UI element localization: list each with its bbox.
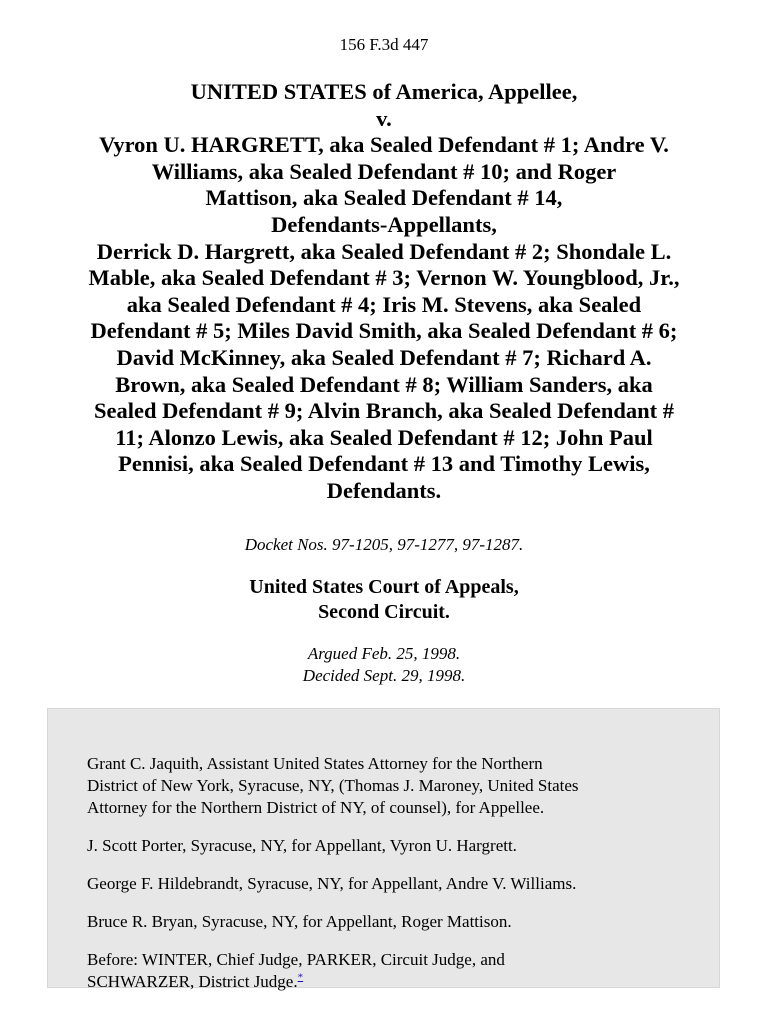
caption-line: 11; Alonzo Lewis, aka Sealed Defendant # 12; John Paul: [115, 424, 653, 450]
argued-date: Argued Feb. 25, 1998.: [307, 644, 461, 663]
caption-line: Brown, aka Sealed Defendant # 8; William Sanders, aka: [115, 371, 653, 397]
counsel-hargrett: J. Scott Porter, Syracuse, NY, for Appellant, Vyron U. Hargrett.: [87, 836, 517, 855]
caption-line: Defendant # 5; Miles David Smith, aka Sealed Defendant # 6;: [90, 318, 678, 344]
caption-line: Mable, aka Sealed Defendant # 3; Vernon W. Youngblood, Jr.,: [88, 265, 680, 291]
counsel-panel: [47, 708, 720, 991]
judges-line: Before: WINTER, Chief Judge, PARKER, Circuit Judge, and: [87, 950, 505, 969]
caption-line: aka Sealed Defendant # 4; Iris M. Stevens, aka Sealed: [126, 291, 642, 317]
caption-line: Pennisi, aka Sealed Defendant # 13 and Timothy Lewis,: [118, 451, 650, 477]
counsel-line: Grant C. Jaquith, Assistant United States Attorney for the Northern: [87, 754, 543, 773]
court-name-line: United States Court of Appeals,: [249, 576, 519, 598]
counsel-williams: George F. Hildebrandt, Syracuse, NY, for Appellant, Andre V. Williams.: [87, 874, 577, 893]
counsel-mattison: Bruce R. Bryan, Syracuse, NY, for Appellant, Roger Mattison.: [87, 912, 512, 931]
caption-line: Williams, aka Sealed Defendant # 10; and Roger: [151, 158, 617, 184]
footnote-link[interactable]: *: [297, 971, 304, 984]
caption-line: Defendants.: [326, 477, 442, 503]
case-caption: [40, 79, 728, 505]
caption-line: UNITED STATES of America, Appellee,: [190, 79, 578, 104]
judges-line-text: SCHWARZER, District Judge.: [87, 972, 298, 991]
caption-line: David McKinney, aka Sealed Defendant # 7; Richard A.: [116, 344, 652, 370]
court-circuit-line: Second Circuit.: [318, 601, 450, 623]
docket-numbers: Docket Nos. 97-1205, 97-1277, 97-1287.: [244, 535, 524, 554]
counsel-line: District of New York, Syracuse, NY, (Thomas J. Maroney, United States: [87, 776, 579, 795]
case-citation: 156 F.3d 447: [339, 35, 429, 54]
judges-line: [87, 971, 707, 993]
caption-line: Derrick D. Hargrett, aka Sealed Defendant # 2; Shondale L.: [96, 238, 672, 264]
case-dates: [0, 643, 768, 687]
counsel-line: Attorney for the Northern District of NY, of counsel), for Appellee.: [87, 798, 545, 817]
counsel-list: [87, 737, 707, 1009]
caption-line: v.: [376, 105, 392, 131]
caption-line: Defendants-Appellants,: [271, 211, 497, 237]
caption-line: Sealed Defendant # 9; Alvin Branch, aka Sealed Defendant #: [93, 398, 675, 424]
court-name: [0, 575, 768, 625]
decided-date: Decided Sept. 29, 1998.: [302, 666, 466, 685]
caption-line: Vyron U. HARGRETT, aka Sealed Defendant # 1; Andre V.: [99, 132, 669, 158]
caption-line: Mattison, aka Sealed Defendant # 14,: [205, 185, 563, 211]
